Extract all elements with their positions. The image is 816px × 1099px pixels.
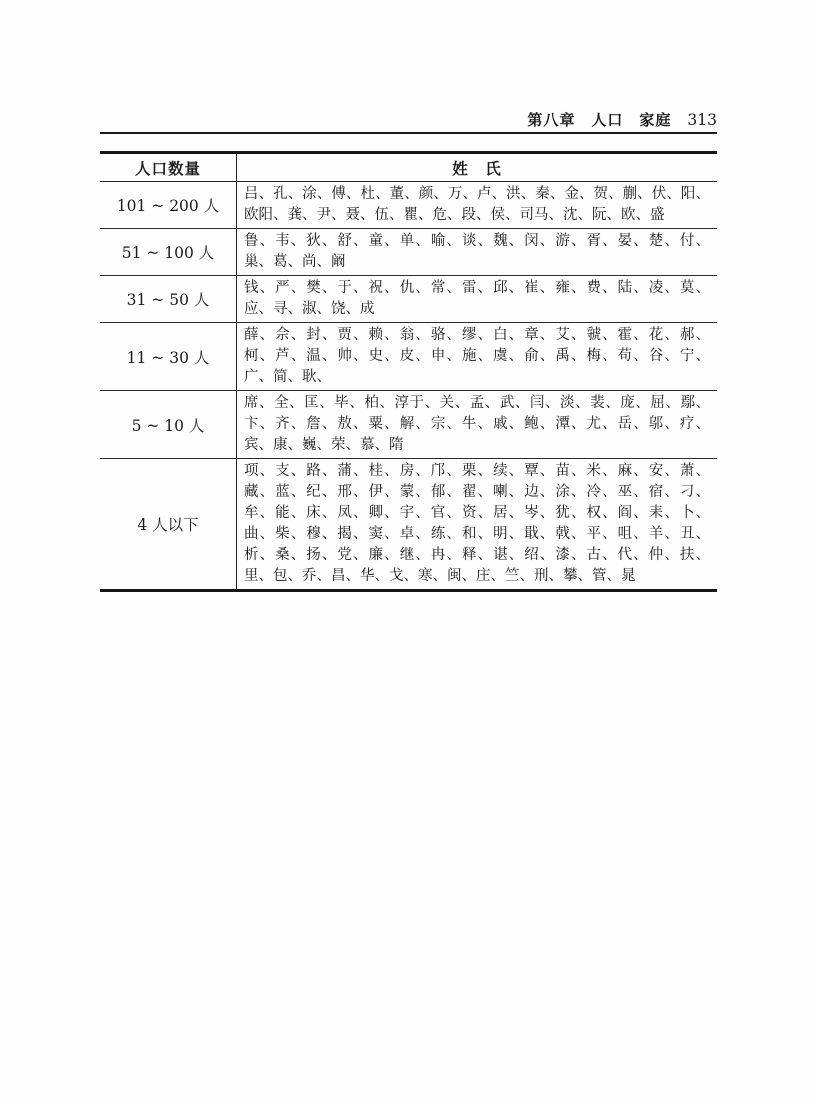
- surname-line: 柯、芦、温、帅、史、皮、申、施、虞、俞、禹、梅、苟、谷、宁、: [244, 348, 710, 364]
- population-range: 11 ~ 30 人: [100, 323, 237, 391]
- table-row: [100, 276, 717, 323]
- table-row: [100, 182, 717, 229]
- surname-line: 曲、柴、穆、揭、窦、卓、练、和、明、戢、戟、平、咀、羊、丑、: [244, 526, 710, 542]
- table-row: [100, 323, 717, 391]
- surname-list: [237, 182, 718, 229]
- table-row: [100, 229, 717, 276]
- table-row: [100, 391, 717, 459]
- table-header-row: [100, 153, 717, 182]
- column-header-population: 人口数量: [100, 153, 237, 182]
- surname-line: 广、简、耿、: [244, 369, 331, 385]
- surname-list: [237, 391, 718, 459]
- surname-line: 薛、佘、封、贾、赖、翁、骆、缪、白、章、艾、虢、霍、花、郝、: [244, 327, 710, 343]
- page-number: 313: [687, 111, 717, 129]
- surname-line: 钱、严、樊、于、祝、仇、常、雷、邱、崔、雍、费、陆、凌、莫、: [244, 280, 710, 296]
- surname-line: 巢、葛、尚、阚: [244, 254, 346, 270]
- table-row: [100, 459, 717, 591]
- chapter-title: 第八章 人口 家庭: [527, 111, 672, 129]
- surname-line: 宾、康、巍、荣、慕、隋: [244, 437, 404, 453]
- surname-line: 欧阳、龚、尹、聂、伍、瞿、危、段、侯、司马、沈、阮、欧、盛: [244, 207, 665, 223]
- surname-list: [237, 276, 718, 323]
- surname-table: [100, 151, 717, 592]
- column-header-surname: 姓 氏: [237, 153, 718, 182]
- population-range: 4 人以下: [100, 459, 237, 591]
- surname-list: [237, 459, 718, 591]
- population-range: 51 ~ 100 人: [100, 229, 237, 276]
- surname-line: 卞、齐、詹、敖、粟、解、宗、牛、戚、鲍、潭、尤、岳、邬、疗、: [244, 416, 710, 432]
- population-range: 31 ~ 50 人: [100, 276, 237, 323]
- surname-line: 析、桑、扬、党、廉、继、冉、释、谌、绍、漆、古、代、仲、扶、: [244, 547, 710, 563]
- surname-list: [237, 323, 718, 391]
- surname-list: [237, 229, 718, 276]
- population-range: 101 ~ 200 人: [100, 182, 237, 229]
- population-range: 5 ~ 10 人: [100, 391, 237, 459]
- surname-line: 牟、能、床、凤、卿、宇、官、资、居、岑、犹、权、阎、耒、卜、: [244, 505, 710, 521]
- header-rule: [100, 132, 717, 134]
- surname-line: 里、包、乔、昌、华、戈、寒、闽、庄、竺、刑、攀、管、晁: [244, 568, 636, 584]
- surname-line: 藏、蓝、纪、邢、伊、蒙、郁、翟、喇、边、涂、冷、巫、宿、刁、: [244, 484, 710, 500]
- surname-line: 项、支、路、蒲、桂、房、邝、栗、续、覃、苗、米、麻、安、萧、: [244, 463, 710, 479]
- surname-line: 吕、孔、涂、傅、杜、董、颜、万、卢、洪、秦、金、贺、蒯、伏、阳、: [244, 186, 710, 202]
- surname-line: 应、寻、淑、饶、成: [244, 301, 375, 317]
- surname-line: 席、全、匡、毕、柏、淳于、关、孟、武、闫、淡、裴、庞、屈、鄢、: [244, 395, 710, 411]
- surname-line: 鲁、韦、狄、舒、童、单、喻、谈、魏、闵、游、胥、晏、楚、付、: [244, 233, 710, 249]
- page-header: [100, 109, 717, 130]
